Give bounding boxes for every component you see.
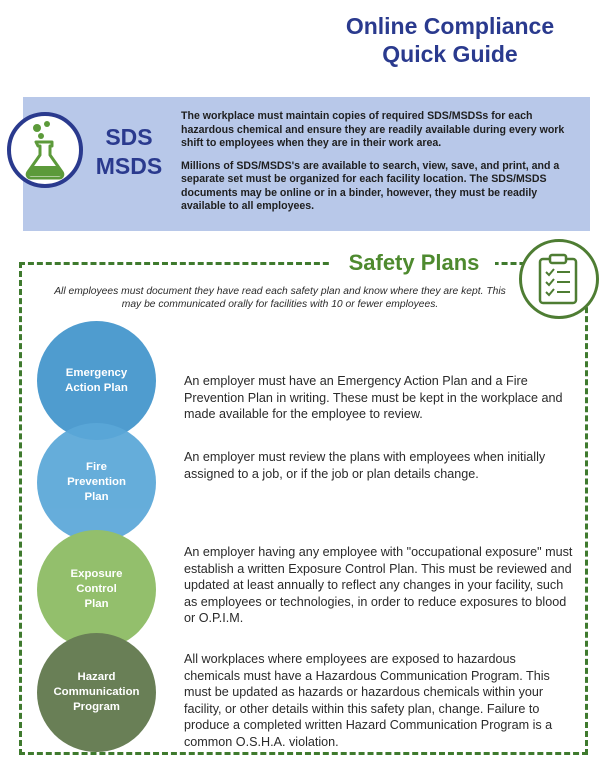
plan-label: Fire Prevention Plan (67, 461, 126, 503)
sds-paragraph-2: Millions of SDS/MSDS's are available to search, view, save, and print, and a separate set must be organized for each facility location. The SDS/MSDS documents may be online or in a binder, however, they must be readily available to all employees. (181, 159, 560, 212)
sds-label-line-1: SDS (105, 124, 153, 150)
sds-paragraph-1: The workplace must maintain copies of required SDS/MSDSs for each hazardous chemical and ensure they are readily available during every work shift to employees when they are in their work area. (181, 110, 565, 149)
safety-plans-intro: All employees must document they have read each safety plan and know where they are kept. This may be communicated orally for facilities with 10 or fewer employees. (54, 286, 506, 310)
plan-label: Hazard Communication Program (53, 671, 140, 713)
plan-description: An employer must review the plans with employees when initially assigned to a job, or if the job or plan details change. (184, 450, 546, 481)
safety-plans-title: Safety Plans (348, 250, 480, 275)
plan-label: Emergency Action Plan (65, 366, 128, 394)
plan-label: Exposure Control Plan (70, 568, 123, 610)
plan-description: An employer having any employee with "occupational exposure" must establish a written Exposure Control Plan. This must be reviewed and updated at least annually to reflect any changes in your facility, such as employees or technologies, in order to reduce exposures to blood or O.P.I.M. (184, 545, 573, 625)
flask-icon (7, 112, 83, 188)
fire-prevention-plan-circle (37, 423, 156, 542)
title-line-2: Quick Guide (382, 41, 518, 67)
sds-description (181, 110, 583, 223)
page-title (300, 12, 600, 68)
exposure-control-plan-circle (37, 530, 156, 649)
sds-label (92, 123, 166, 181)
hazard-communication-program-circle (37, 633, 156, 752)
clipboard-checklist-icon (519, 239, 599, 319)
sds-label-line-2: MSDS (95, 153, 163, 179)
plan-description: An employer must have an Emergency Action Plan and a Fire Prevention Plan in writing. These must be kept in the workplace and made available for the employee to review. (184, 374, 563, 421)
plan-description: All workplaces where employees are exposed to hazardous chemicals must have a Hazardous Communication Program. This must be updated as hazards or hazardous chemicals within your facility, or other details within this safety plan, change. Failure to produce a completed written Hazard Communication Program is a common O.S.H.A. violation. (184, 652, 553, 749)
title-line-1: Online Compliance (345, 13, 555, 39)
